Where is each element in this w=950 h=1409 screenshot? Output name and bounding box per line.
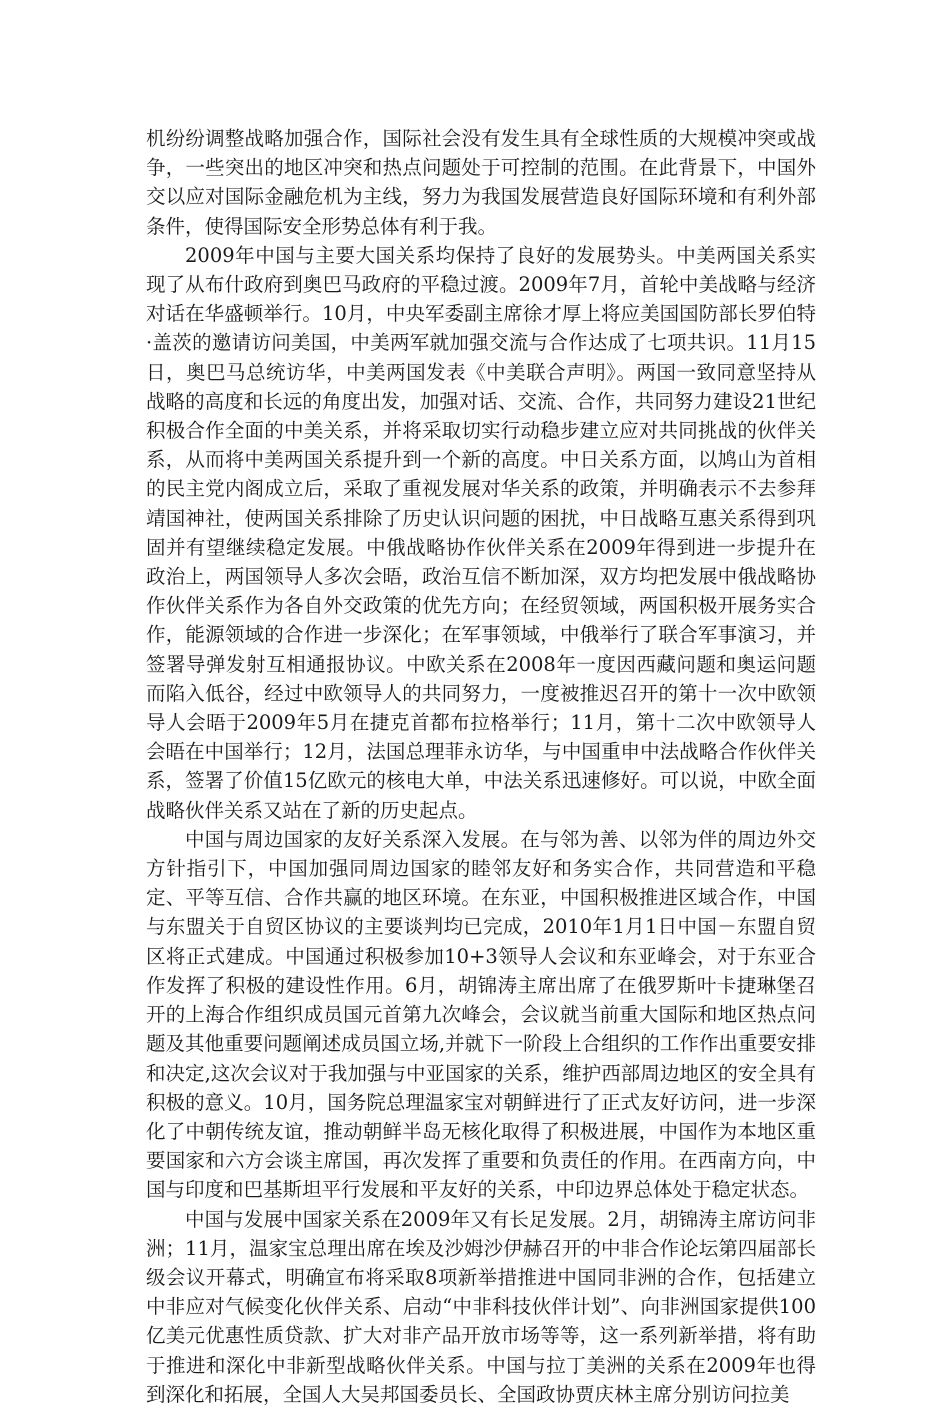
paragraph-intro-continued: 机纷纷调整战略加强合作，国际社会没有发生具有全球性质的大规模冲突或战争，一些突出的地区冲突和热点问题处于可控制的范围。在此背景下，中国外交以应对国际金融危机为主线，努力为我国发展营造良好国际环境和有利外部条件，使得国际安全形势总体有利于我。	[146, 127, 816, 238]
paragraph-neighbors: 中国与周边国家的友好关系深入发展。在与邻为善、以邻为伴的周边外交方针指引下，中国加强同周边国家的睦邻友好和务实合作，共同营造和平稳定、平等互信、合作共赢的地区环境。在东亚，中国积极推进区域合作，中国与东盟关于自贸区协议的主要谈判均已完成，2010年1月1日中国－东盟自贸区将正式建成。中国通过积极参加10+3领导人会议和东亚峰会，对于东亚合作发挥了积极的建设性作用。6月，胡锦涛主席出席了在俄罗斯叶卡捷琳堡召开的上海合作组织成员国元首第九次峰会，会议就当前重大国际和地区热点问题及其他重要问题阐述成员国立场,并就下一阶段上合组织的工作作出重要安排和决定,这次会议对于我加强与中亚国家的关系，维护西部周边地区的安全具有积极的意义。10月，国务院总理温家宝对朝鲜进行了正式友好访问，进一步深化了中朝传统友谊，推动朝鲜半岛无核化取得了积极进展，中国作为本地区重要国家和六方会谈主席国，再次发挥了重要和负责任的作用。在西南方向，中国与印度和巴基斯坦平行发展和平友好的关系，中印边界总体处于稳定状态。	[146, 827, 816, 1202]
paragraph-developing-countries: 中国与发展中国家关系在2009年又有长足发展。2月，胡锦涛主席访问非洲；11月，温家宝总理出席在埃及沙姆沙伊赫召开的中非合作论坛第四届部长级会议开幕式，明确宣布将采取8项新举措推进中国同非洲的合作，包括建立中非应对气候变化伙伴关系、启动“中非科技伙伴计划”、向非洲国家提供100亿美元优惠性质贷款、扩大对非产品开放市场等等，这一系列新举措，将有助于推进和深化中非新型战略伙伴关系。中国与拉丁美洲的关系在2009年也得到深化和拓展，全国人大吴邦国委员长、全国政协贾庆林主席分别访问拉美	[146, 1207, 816, 1406]
document-body	[146, 124, 816, 1409]
paragraph-major-powers: 2009年中国与主要大国关系均保持了良好的发展势头。中美两国关系实现了从布什政府到奥巴马政府的平稳过渡。2009年7月，首轮中美战略与经济对话在华盛顿举行。10月，中央军委副主席徐才厚上将应美国国防部长罗伯特·盖茨的邀请访问美国，中美两军就加强交流与合作达成了七项共识。11月15日，奥巴马总统访华，中美两国发表《中美联合声明》。两国一致同意坚持从战略的高度和长远的角度出发，加强对话、交流、合作，共同努力建设21世纪积极合作全面的中美关系，并将采取切实行动稳步建立应对共同挑战的伙伴关系，从而将中美两国关系提升到一个新的高度。中日关系方面，以鸠山为首相的民主党内阁成立后，采取了重视发展对华关系的政策，并明确表示不去参拜靖国神社，使两国关系排除了历史认识问题的困扰，中日战略互惠关系得到巩固并有望继续稳定发展。中俄战略协作伙伴关系在2009年得到进一步提升在政治上，两国领导人多次会晤，政治互信不断加深，双方均把发展中俄战略协作伙伴关系作为各自外交政策的优先方向；在经贸领域，两国积极开展务实合作，能源领域的合作进一步深化；在军事领域，中俄举行了联合军事演习，并签署导弹发射互相通报协议。中欧关系在2008年一度因西藏问题和奥运问题而陷入低谷，经过中欧领导人的共同努力，一度被推迟召开的第十一次中欧领导人会晤于2009年5月在捷克首都布拉格举行；11月，第十二次中欧领导人会晤在中国举行；12月，法国总理菲永访华，与中国重申中法战略合作伙伴关系，签署了价值15亿欧元的核电大单，中法关系迅速修好。可以说，中欧全面战略伙伴关系又站在了新的历史起点。	[146, 243, 816, 822]
